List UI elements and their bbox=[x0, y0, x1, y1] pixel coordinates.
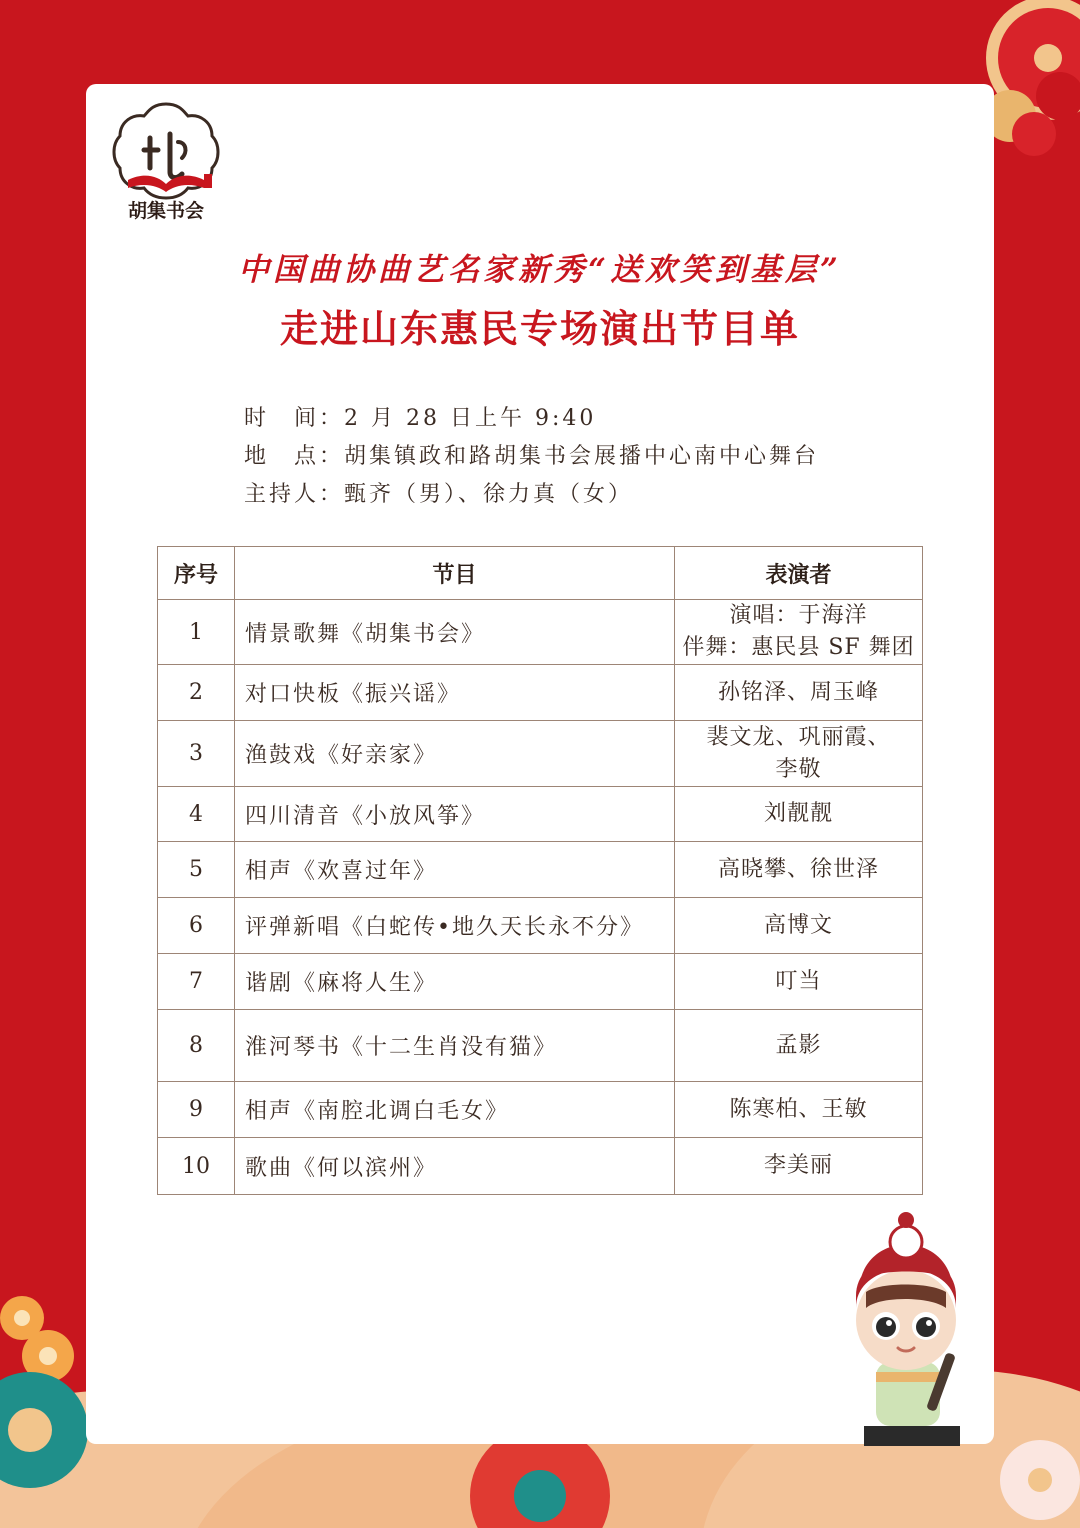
row-performer bbox=[675, 1138, 923, 1195]
event-subtitle: 中国曲协曲艺名家新秀“送欢笑到基层” bbox=[238, 252, 842, 288]
table-row bbox=[158, 1010, 923, 1082]
performer-line: 孙铭泽、周玉峰 bbox=[717, 679, 879, 705]
info-location-value: 胡集镇政和路胡集书会展播中心南中心舞台 bbox=[344, 444, 820, 469]
row-number: 1 bbox=[158, 600, 235, 665]
table-row bbox=[158, 1138, 923, 1195]
header-number: 序号 bbox=[158, 547, 235, 600]
performer-line: 高晓攀、徐世泽 bbox=[717, 856, 879, 882]
row-program: 淮河琴书《十二生肖没有猫》 bbox=[235, 1010, 675, 1082]
row-performer bbox=[675, 842, 923, 898]
info-host-value: 甄齐（男）、徐力真（女） bbox=[344, 482, 634, 507]
table-row bbox=[158, 954, 923, 1010]
table-row bbox=[158, 898, 923, 954]
row-program: 情景歌舞《胡集书会》 bbox=[235, 600, 675, 665]
mascot-figure-icon bbox=[840, 1212, 970, 1446]
row-performer bbox=[675, 721, 923, 787]
info-location bbox=[244, 439, 819, 470]
row-program: 四川清音《小放风筝》 bbox=[235, 787, 675, 842]
row-number: 6 bbox=[158, 898, 235, 954]
info-time-label: 时 间： bbox=[244, 406, 345, 431]
page-title: 走进山东惠民专场演出节目单 bbox=[279, 307, 800, 351]
row-program: 对口快板《振兴谣》 bbox=[235, 665, 675, 721]
flower-cluster-icon bbox=[0, 1296, 88, 1488]
table-row bbox=[158, 665, 923, 721]
info-host-label: 主持人： bbox=[244, 482, 345, 507]
performer-line: 刘靓靓 bbox=[763, 801, 833, 826]
header-program: 节目 bbox=[235, 547, 675, 600]
row-program: 相声《欢喜过年》 bbox=[235, 842, 675, 898]
row-program: 谐剧《麻将人生》 bbox=[235, 954, 675, 1010]
row-program: 评弹新唱《白蛇传•地久天长永不分》 bbox=[235, 898, 675, 954]
row-program: 歌曲《何以滨州》 bbox=[235, 1138, 675, 1195]
info-time bbox=[244, 401, 596, 432]
row-performer bbox=[675, 600, 923, 665]
info-location-label: 地 点： bbox=[244, 444, 345, 469]
performer-line: 裴文龙、巩丽霞、 bbox=[706, 724, 891, 750]
header-performer: 表演者 bbox=[675, 547, 923, 600]
performer-line: 叮当 bbox=[775, 968, 822, 994]
performer-line: 高博文 bbox=[763, 912, 833, 938]
plum-blossom-icon bbox=[984, 0, 1080, 156]
table-row bbox=[158, 787, 923, 842]
performer-line: 伴舞：惠民县 SF 舞团 bbox=[682, 635, 915, 660]
row-number: 3 bbox=[158, 721, 235, 787]
performer-line: 李美丽 bbox=[763, 1153, 833, 1178]
row-number: 4 bbox=[158, 787, 235, 842]
table-row bbox=[158, 721, 923, 787]
performer-line: 演唱：于海洋 bbox=[729, 603, 868, 628]
row-program: 渔鼓戏《好亲家》 bbox=[235, 721, 675, 787]
row-number: 5 bbox=[158, 842, 235, 898]
row-performer bbox=[675, 665, 923, 721]
table-row bbox=[158, 842, 923, 898]
program-table bbox=[157, 546, 923, 1195]
performer-line: 陈寒柏、王敏 bbox=[729, 1096, 868, 1122]
performer-line: 李敬 bbox=[775, 756, 822, 782]
row-number: 8 bbox=[158, 1010, 235, 1082]
table-row bbox=[158, 600, 923, 665]
row-program: 相声《南腔北调白毛女》 bbox=[235, 1082, 675, 1138]
logo-text: 胡集书会 bbox=[127, 200, 204, 222]
row-number: 10 bbox=[158, 1138, 235, 1195]
row-performer bbox=[675, 787, 923, 842]
row-number: 7 bbox=[158, 954, 235, 1010]
table-header-row bbox=[158, 547, 923, 600]
row-performer bbox=[675, 954, 923, 1010]
row-performer bbox=[675, 1082, 923, 1138]
info-host bbox=[244, 477, 633, 508]
table-row bbox=[158, 1082, 923, 1138]
row-number: 9 bbox=[158, 1082, 235, 1138]
info-time-value: 2 月 28 日上午 9:40 bbox=[344, 406, 597, 431]
row-performer bbox=[675, 898, 923, 954]
performer-line: 孟影 bbox=[775, 1032, 822, 1058]
row-performer bbox=[675, 1010, 923, 1082]
row-number: 2 bbox=[158, 665, 235, 721]
